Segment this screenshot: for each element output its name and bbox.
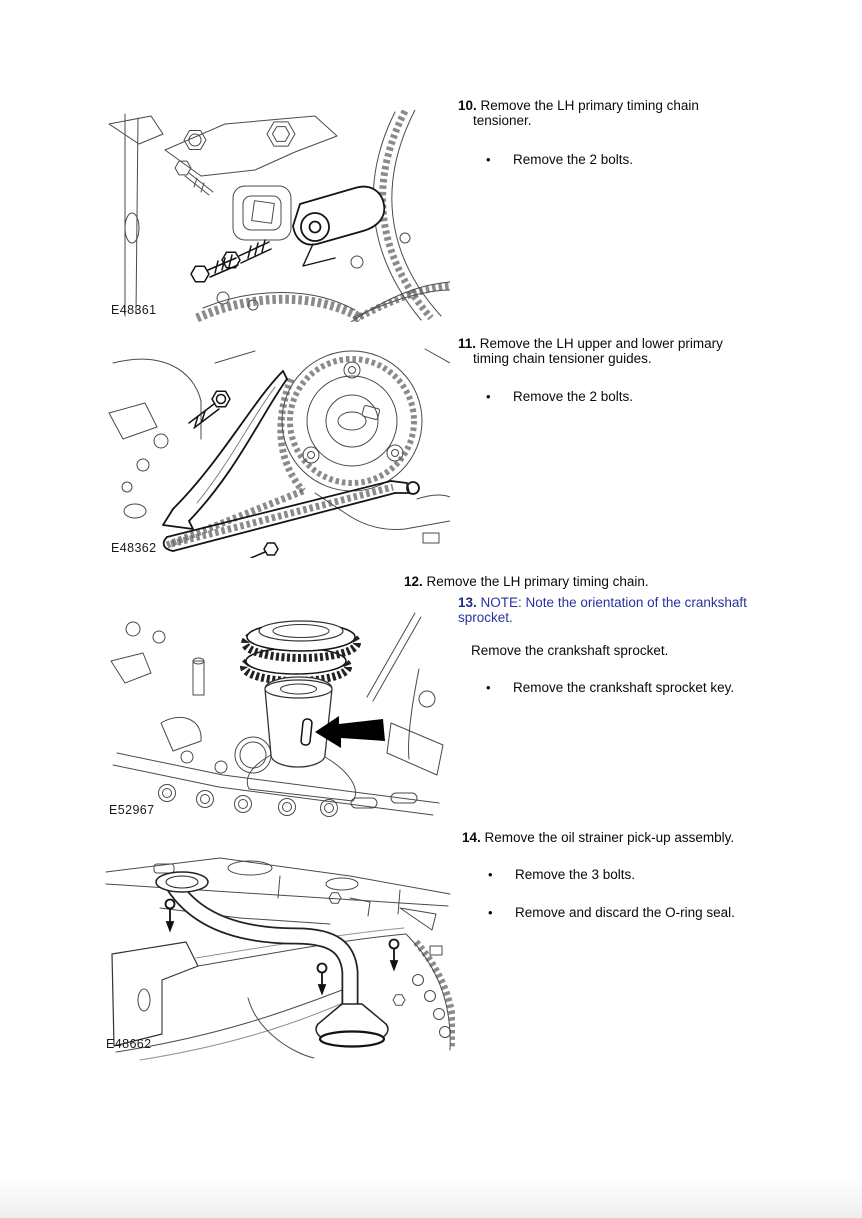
bullet-item [488, 867, 635, 882]
figure-e48362 [105, 343, 450, 558]
figure-e52967 [103, 605, 455, 819]
step-11 [458, 336, 759, 366]
step-number: 10. [458, 98, 477, 113]
note-text: NOTE: Note the orientation of the crankshaft sprocket. [458, 595, 747, 625]
bullet-item [486, 389, 633, 404]
figure-e48662 [100, 838, 455, 1062]
step-13-note [458, 595, 770, 625]
tensioner-body [293, 187, 384, 266]
figure-label: E48362 [111, 541, 157, 555]
step-number: 14. [462, 830, 481, 845]
figure-label: E48662 [106, 1037, 152, 1051]
figure-label: E52967 [109, 803, 155, 817]
step-12 [404, 574, 764, 589]
bullet-text: Remove and discard the O-ring seal. [515, 905, 735, 920]
bullet-icon: • [486, 389, 491, 404]
figure-label: E48361 [111, 303, 157, 317]
bullet-text: Remove the 2 bolts. [513, 389, 634, 404]
bullet-text: Remove the 3 bolts. [515, 867, 636, 882]
bullet-text: Remove the 2 bolts. [513, 152, 634, 167]
step-10 [458, 98, 759, 128]
tensioner-bolts [191, 240, 271, 282]
step-number: 12. [404, 574, 423, 589]
bullet-icon: • [488, 905, 493, 920]
figure-e48361 [105, 110, 450, 322]
bullet-icon: • [486, 680, 491, 695]
sprocket-rings [244, 621, 357, 681]
crankshaft-cylinder [265, 677, 332, 767]
bullet-icon: • [488, 867, 493, 882]
page-bottom-shade [0, 1178, 862, 1218]
crankshaft-sprocket-illustration [103, 605, 455, 819]
timing-chain-tensioner-illustration [105, 110, 450, 322]
step-text: Remove the LH upper and lower primary timing chain tensioner guides. [473, 336, 723, 366]
step-number: 11. [458, 336, 477, 351]
step-text: Remove the LH primary timing chain. [426, 574, 649, 589]
tensioner-guides-illustration [105, 343, 450, 558]
step-13-text [471, 643, 791, 658]
step-text: Remove the crankshaft sprocket. [471, 643, 669, 658]
step-number: 13. [458, 595, 477, 610]
bullet-item [486, 680, 734, 695]
bullet-item [488, 905, 735, 920]
step-text: Remove the LH primary timing chain tensioner. [473, 98, 699, 128]
bullet-icon: • [486, 152, 491, 167]
bullet-text: Remove the crankshaft sprocket key. [513, 680, 735, 695]
step-14 [462, 830, 807, 845]
bullet-item [486, 152, 633, 167]
oil-strainer-pickup-illustration [100, 838, 455, 1062]
step-text: Remove the oil strainer pick-up assembly. [484, 830, 735, 845]
